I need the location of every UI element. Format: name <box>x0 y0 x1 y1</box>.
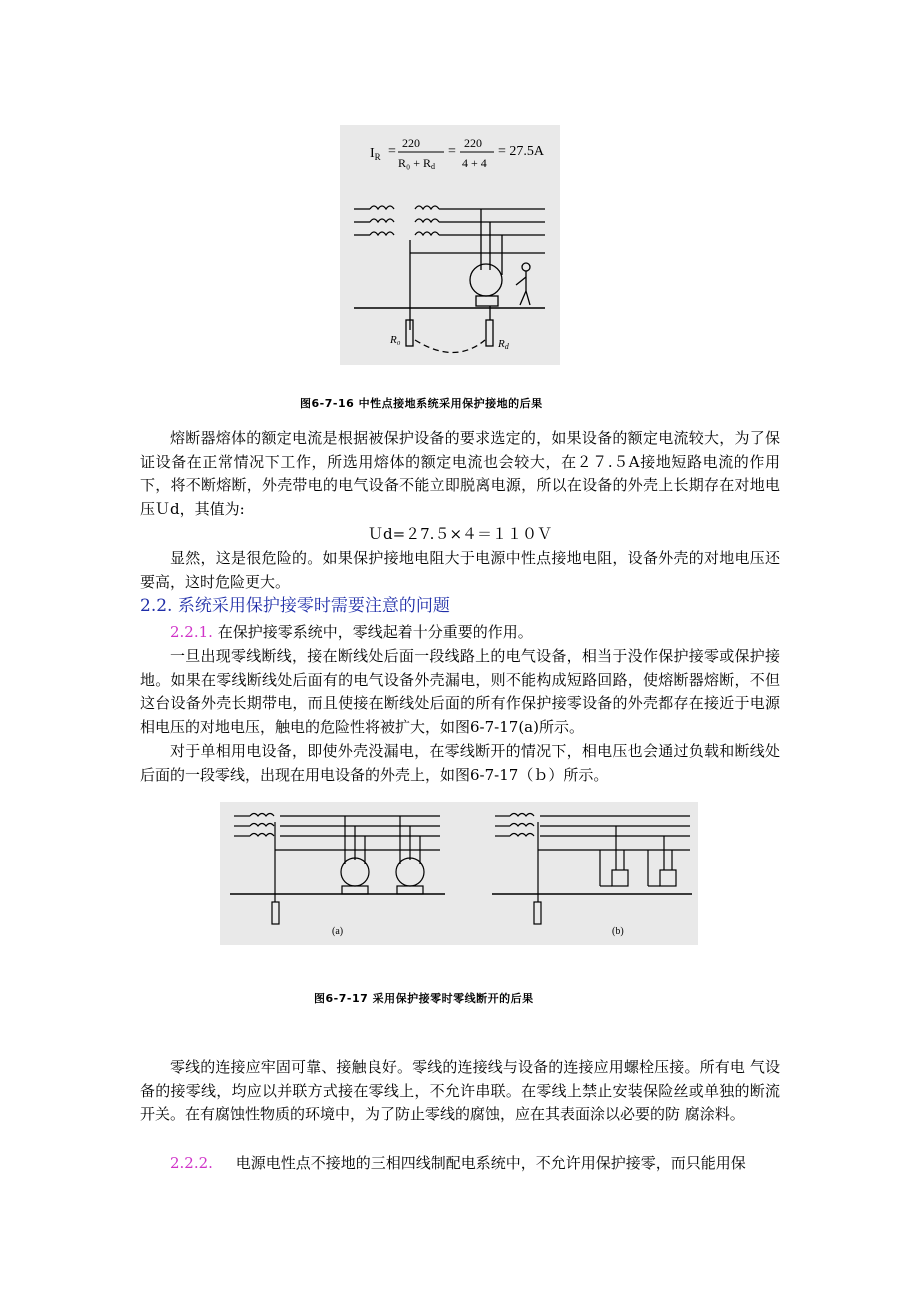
subsection-2-2-2 <box>140 1152 810 1176</box>
label-rd: Rd <box>498 338 509 351</box>
section-number: 2.2. <box>140 596 173 616</box>
frac2-num: 220 <box>464 136 482 150</box>
paragraph-neutral-connection: 零线的连接应牢固可靠、接触良好。零线的连接线与设备的连接应用螺栓压接。所有电 气设备的接零线，均应以并联方式接在零线上，不允许串联。在零线上禁止安装保险丝或单独的断流开关。在有腐蚀性物质的环境中，为了防止零线的腐蚀，应在其表面涂以必要的防 腐涂料。 <box>140 1058 780 1123</box>
paragraph-single-phase: 对于单相用电设备，即使外壳没漏电，在零线断开的情况下，相电压也会通过负载和断线处后面的一段零线，出现在用电设备的外壳上，如图6-7-17（ｂ）所示。 <box>140 742 780 784</box>
transformer-icon <box>354 206 545 353</box>
formula-ud: Ｕd=２7.５×４＝１１０Ｖ <box>367 525 553 543</box>
paragraph-fuse: 熔断器熔体的额定电流是根据被保护设备的要求选定的，如果设备的额定电流较大，为了保证设备在正常情况下工作，所选用熔体的额定电流也会较大，在２７.５A接地短路电流的作用下，将不断熔断，外壳带电的电气设备不能立即脱离电源，所以在设备的外壳上长期存在对地电压Ｕd，其值为: <box>140 429 780 518</box>
paragraph-danger: 显然，这是很危险的。如果保护接地电阻大于电源中性点接地电阻，设备外壳的对地电压还要高，这时危险更大。 <box>140 549 780 591</box>
section-heading-2-2 <box>140 595 450 617</box>
formula-eq1: = <box>388 144 396 159</box>
figure-6-7-16 <box>340 125 560 365</box>
neutral-break-diagram <box>220 802 698 945</box>
diagram-b <box>492 814 692 925</box>
frac2-den: 4 + 4 <box>462 156 487 170</box>
subsection-text: 在保护接零系统中，零线起着十分重要的作用。 <box>217 623 533 641</box>
paragraph-neutral-break: 一旦出现零线断线，接在断线处后面一段线路上的电气设备，相当于没作保护接零或保护接地。如果在零线断线处后面有的电气设备外壳漏电，则不能构成短路回路，使熔断器熔断，不但这台设备外壳长期带电，而且使接在断线处后面的所有作保护接零设备的外壳都存在接近于电源相电压的对地电压，触电的危险性将被扩大，如图6-7-17(a)所示。 <box>140 647 780 736</box>
figure-6-7-17 <box>220 802 698 945</box>
formula-lhs: $I_R$ <box>370 146 381 162</box>
figure-6-7-17-caption: 图6-7-17 采用保护接零时零线断开的后果 <box>314 992 534 1005</box>
figure-6-7-16-caption: 图6-7-16 中性点接地系统采用保护接地的后果 <box>300 397 543 410</box>
subsection-number: 2.2.1. <box>170 623 213 641</box>
diagram-a <box>230 814 445 925</box>
frac1-den: R₀ + Rd <box>398 156 435 171</box>
subsection-number: 2.2.2. <box>170 1154 213 1172</box>
grounding-diagram <box>340 125 560 365</box>
subsection-text: 电源电性点不接地的三相四线制配电系统中，不允许用保护接零，而只能用保 <box>235 1154 746 1172</box>
label-a: (a) <box>332 926 344 937</box>
formula-eq2: = <box>448 144 456 159</box>
subsection-2-2-1 <box>140 621 780 645</box>
label-r0: R₀ <box>390 334 401 346</box>
frac1-num: 220 <box>402 136 420 150</box>
label-b: (b) <box>612 926 624 937</box>
formula-result: = 27.5A <box>498 144 545 159</box>
section-title: 系统采用保护接零时需要注意的问题 <box>177 596 450 616</box>
